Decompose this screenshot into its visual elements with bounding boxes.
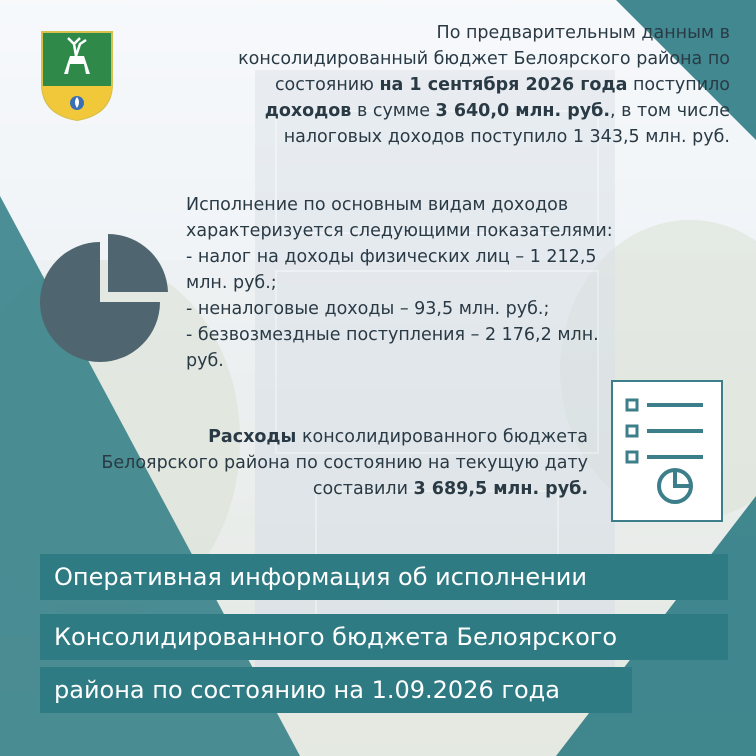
intro-line: состоянию на 1 сентября 2026 года поступило xyxy=(274,75,730,95)
income-breakdown xyxy=(186,192,676,374)
report-date: на 1 сентября 2026 года xyxy=(379,75,628,95)
expenses-line: составили 3 689,5 млн. руб. xyxy=(312,479,588,499)
income-total: 3 640,0 млн. руб. xyxy=(435,101,611,121)
expenses-summary xyxy=(40,424,588,502)
title-banner-line: Оперативная информация об исполнении xyxy=(40,554,728,600)
breakdown-line: - налог на доходы физических лиц – 1 212,5 xyxy=(186,247,597,267)
intro-line: консолидированный бюджет Белоярского района по xyxy=(238,49,730,69)
breakdown-line: Исполнение по основным видам доходов xyxy=(186,195,569,215)
income-summary xyxy=(180,20,730,150)
checklist-icon xyxy=(611,380,723,522)
breakdown-line: - неналоговые доходы – 93,5 млн. руб.; xyxy=(186,299,550,319)
breakdown-line: млн. руб.; xyxy=(186,273,277,293)
breakdown-line: руб. xyxy=(186,351,224,371)
title-banner-line: Консолидированного бюджета Белоярского xyxy=(40,614,728,660)
breakdown-line: характеризуется следующими показателями: xyxy=(186,221,613,241)
intro-line: налоговых доходов поступило 1 343,5 млн. руб. xyxy=(283,127,730,147)
intro-line: доходов в сумме 3 640,0 млн. руб., в том числе xyxy=(264,101,730,121)
pie-chart-icon xyxy=(38,230,170,362)
expenses-line: Белоярского района по состоянию на текущую дату xyxy=(101,453,588,473)
intro-line: По предварительным данным в xyxy=(436,23,730,43)
title-banner-line: района по состоянию на 1.09.2026 года xyxy=(40,667,632,713)
coat-of-arms-icon xyxy=(40,30,114,122)
expenses-total: 3 689,5 млн. руб. xyxy=(413,479,588,499)
breakdown-line: - безвозмездные поступления – 2 176,2 млн. xyxy=(186,325,599,345)
expenses-line: Расходы консолидированного бюджета xyxy=(208,427,588,447)
